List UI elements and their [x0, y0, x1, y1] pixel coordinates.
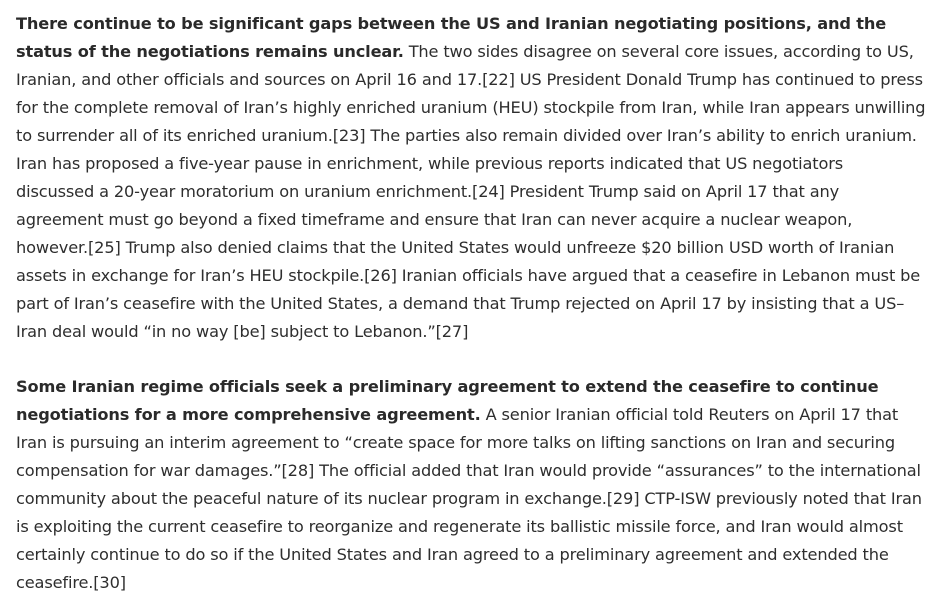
article-body — [16, 10, 926, 597]
paragraph-text: A senior Iranian official told Reuters on April 17 that Iran is pursuing an interim agreement to “create space for more talks on lifting sanctions on Iran and securing compensation for war damages.”[28] The official added that Iran would provide “assurances” to the international community about the peaceful nature of its nuclear program in exchange.[29] CTP-ISW previously noted that Iran is exploiting the current ceasefire to reorganize and regenerate its ballistic missile force, and Iran would almost certainly continue to do so if the United States and Iran agreed to a preliminary agreement and extended the ceasefire.[30] — [16, 405, 922, 592]
paragraph-text: The two sides disagree on several core issues, according to US, Iranian, and other officials and sources on April 16 and 17.[22] US President Donald Trump has continued to press for the complete removal of Iran’s highly enriched uranium (HEU) stockpile from Iran, while Iran appears unwilling to surrender all of its enriched uranium.[23] The parties also remain divided over Iran’s ability to enrich uranium. Iran has proposed a five-year pause in enrichment, while previous reports indicated that US negotiators discussed a 20-year moratorium on uranium enrichment.[24] President Trump said on April 17 that any agreement must go beyond a fixed timeframe and ensure that Iran can never acquire a nuclear weapon, however.[25] Trump also denied claims that the United States would unfreeze $20 billion USD worth of Iranian assets in exchange for Iran’s HEU stockpile.[26] Iranian officials have argued that a ceasefire in Lebanon must be part of Iran’s ceasefire with the United States, a demand that Trump rejected on April 17 by insisting that a US–Iran deal would “in no way [be] subject to Lebanon.”[27] — [16, 42, 926, 341]
paragraph-lead: There continue to be significant gaps between the US and Iranian negotiating positions, and the status of the negotiations remains unclear. — [16, 14, 887, 61]
paragraph-negotiation-gaps — [16, 10, 926, 346]
paragraph-lead: Some Iranian regime officials seek a preliminary agreement to extend the ceasefire to continue negotiations for a more comprehensive agreement. — [16, 377, 879, 424]
paragraph-preliminary-agreement — [16, 373, 926, 597]
